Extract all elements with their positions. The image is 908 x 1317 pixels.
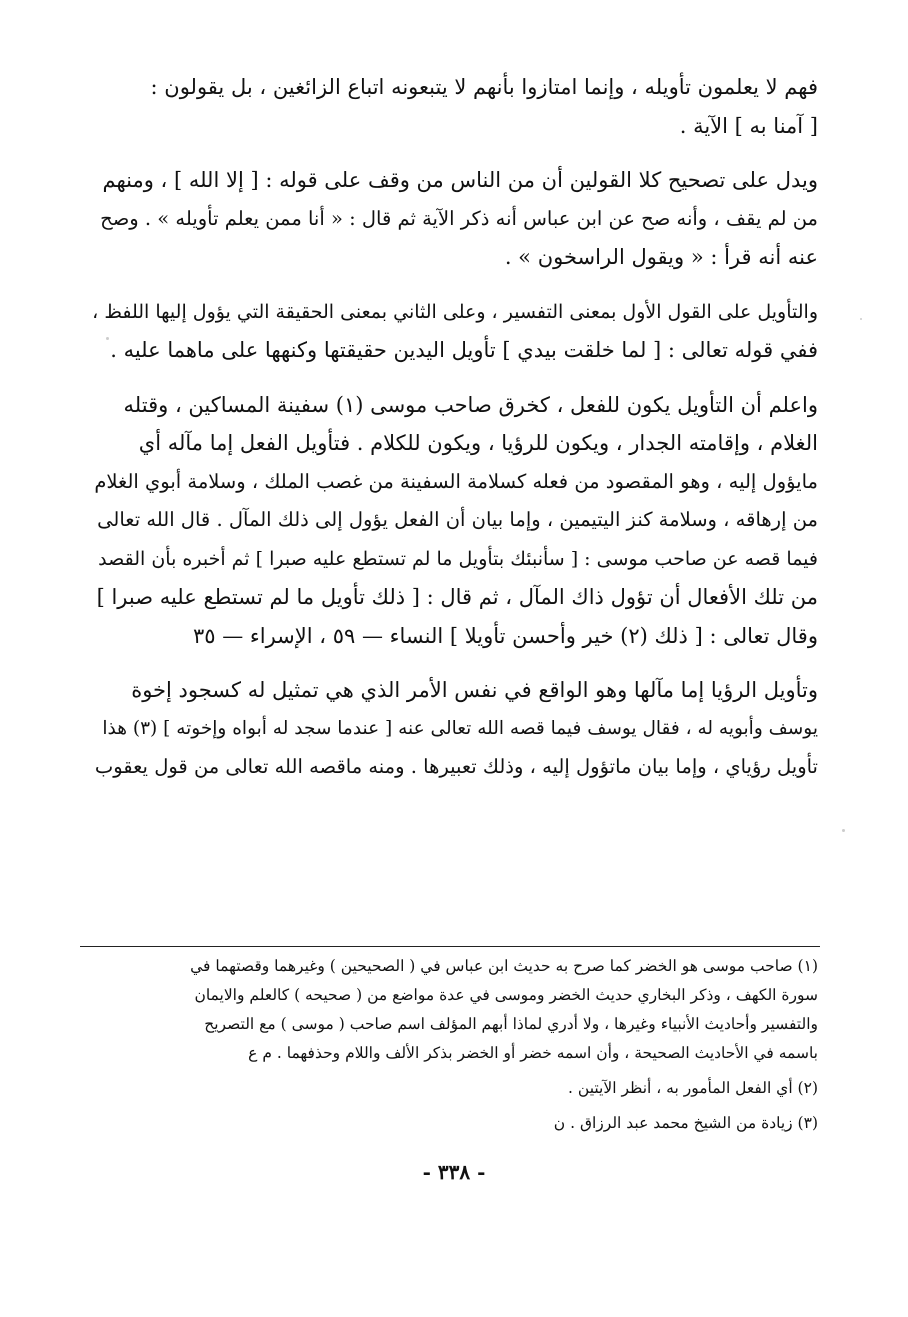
text-line: من إرهاقه ، وسلامة كنز اليتيمين ، وإما بيان أن الفعل يؤول إلى ذلك المآل . قال الله تعالى bbox=[97, 508, 818, 531]
scan-speck bbox=[860, 318, 862, 320]
paragraph-4 bbox=[90, 386, 818, 656]
footnote-2 bbox=[90, 1074, 818, 1103]
footnotes bbox=[90, 952, 818, 1138]
footnote-line: (٢) أي الفعل المأمور به ، أنظر الآيتين . bbox=[568, 1079, 818, 1097]
text-line: وتأويل الرؤيا إما مآلها وهو الواقع في نفس الأمر الذي هي تمثيل له كسجود إخوة bbox=[131, 678, 818, 702]
paragraph-5 bbox=[90, 671, 818, 787]
footnote-line: والتفسير وأحاديث الأنبياء وغيرها ، ولا أدري لماذا أبهم المؤلف اسم صاحب ( موسى ) مع التصريح bbox=[204, 1015, 818, 1033]
main-text bbox=[90, 68, 818, 787]
text-line: الغلام ، وإقامته الجدار ، ويكون للرؤيا ، ويكون للكلام . فتأويل الفعل إما مآله أي bbox=[138, 431, 818, 455]
text-line: ويدل على تصحيح كلا القولين أن من الناس من وقف على قوله : [ إلا الله ] ، ومنهم bbox=[102, 168, 818, 192]
text-line: فيما قصه عن صاحب موسى : [ سأنبئك بتأويل ما لم تستطع عليه صبرا ] ثم أخبره بأن القصد bbox=[98, 547, 818, 570]
paragraph-1 bbox=[90, 68, 818, 145]
paragraph-2 bbox=[90, 161, 818, 277]
paragraph-3 bbox=[90, 293, 818, 370]
page-number: - ٣٣٨ - bbox=[422, 1160, 486, 1184]
footnote-line: سورة الكهف ، وذكر البخاري حديث الخضر وموسى في عدة مواضع من ( صحيحه ) كالعلم والايمان bbox=[194, 986, 818, 1004]
text-line: فهم لا يعلمون تأويله ، وإنما امتازوا بأنهم لا يتبعونه اتباع الزائغين ، بل يقولون : bbox=[150, 75, 818, 99]
footnote-separator bbox=[80, 946, 820, 947]
text-line: من لم يقف ، وأنه صح عن ابن عباس أنه ذكر الآية ثم قال : « أنا ممن يعلم تأويله » . وصح bbox=[100, 206, 818, 230]
text-line: وقال تعالى : [ ذلك (٢) خير وأحسن تأويلا ] النساء — ٥٩ ، الإسراء — ٣٥ bbox=[192, 623, 818, 648]
scan-speck bbox=[842, 829, 845, 832]
text-line: مايؤول إليه ، وهو المقصود من فعله كسلامة السفينة من غصب الملك ، وسلامة أبوي الغلام bbox=[94, 469, 818, 493]
text-line: عنه أنه قرأ : « ويقول الراسخون » . bbox=[504, 245, 818, 269]
text-line: تأويل رؤياي ، وإما بيان ماتؤول إليه ، وذلك تعبيرها . ومنه ماقصه الله تعالى من قول يعقوب bbox=[94, 755, 818, 778]
text-line: من تلك الأفعال أن تؤول ذاك المآل ، ثم قال : [ ذلك تأويل ما لم تستطع عليه صبرا ] bbox=[96, 585, 818, 609]
text-line: والتأويل على القول الأول بمعنى التفسير ، وعلى الثاني بمعنى الحقيقة التي يؤول إليها اللفظ ، bbox=[92, 300, 818, 323]
text-line: [ آمنا به ] الآية . bbox=[679, 113, 818, 138]
footnote-line: (٣) زيادة من الشيخ محمد عبد الرزاق . ن bbox=[553, 1114, 818, 1132]
footnote-line: باسمه في الأحاديث الصحيحة ، وأن اسمه خضر أو الخضر بذكر الألف واللام وحذفهما . م ع bbox=[248, 1044, 818, 1062]
footnote-3 bbox=[90, 1109, 818, 1138]
footnote-1 bbox=[90, 952, 818, 1068]
text-line: يوسف وأبويه له ، فقال يوسف فيما قصه الله تعالى عنه [ عندما سجد له أبواه وإخوته ] (٣) هذا bbox=[102, 717, 818, 739]
text-line: ففي قوله تعالى : [ لما خلقت بيدي ] تأويل اليدين حقيقتها وكنهها على ماهما عليه . bbox=[110, 338, 818, 362]
text-line: واعلم أن التأويل يكون للفعل ، كخرق صاحب موسى (١) سفينة المساكين ، وقتله bbox=[123, 392, 818, 417]
footnote-line: (١) صاحب موسى هو الخضر كما صرح به حديث ابن عباس في ( الصحيحين ) وغيرهما وقصتهما في bbox=[190, 957, 818, 975]
scan-speck bbox=[106, 337, 109, 340]
